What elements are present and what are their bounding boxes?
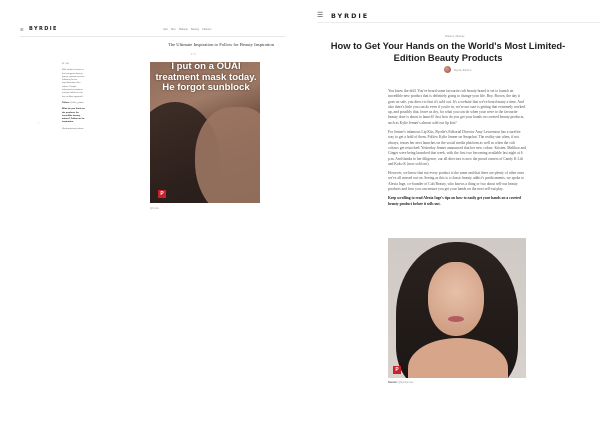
author-avatar[interactable] [444, 66, 451, 73]
nav-item-beauty[interactable]: Beauty [191, 28, 200, 31]
sidebar-follow [62, 102, 86, 105]
photo-face-shape [195, 107, 260, 203]
right-article-photo [388, 238, 526, 378]
left-header [20, 27, 286, 37]
right-article-title: How to Get Your Hands on the World's Most Limited-Edition Beauty Products [330, 40, 566, 63]
photo-face-shape [428, 262, 484, 336]
nav-item-fashion[interactable]: Fashion [202, 28, 212, 31]
body-paragraph: However, we know that not every product is the same and that there are plenty of other ones we've all missed out on. Seeing as this is a classic beauty addict's predicaments, we spoke to Alexia Inge, co-founder of Cult Beauty, who knows a thing or two about sell-out beauty products and how you can ensure you get your hands on the next sell-out play. [388, 171, 525, 192]
left-article-photo [150, 62, 260, 203]
sidebar-label: Follow: [62, 101, 70, 104]
nav-item-hair[interactable]: Hair [163, 28, 168, 31]
article-body [388, 89, 526, 211]
body-paragraph: For Jenner's infamous Lip Kits, Byrdie's Editorial Director Amy Lawrenson has a surefire way to get a hold of them. Follow Kylie Jenner on Snapchat. The reality star often, if not always, teases her next launches on the social media platform as well as when the cult colours get restocked. Yesterday Jenner announced that her new colour: Kristen, Maliboo and Ginger were being launched that week, with the first two becoming available last night at 6 p.m. And thanks to her diligence, our all directors is now the proud owners of Candy K Lift and Koko K (now sold out). [388, 130, 526, 166]
body-paragraph: You know the drill. You've heard some favourite cult beauty brand is set to launch an incredible new product that is definitely going to change your life. Boy, Brown, the day it goes on sale, you direct to that it's sold out. It's a website that we've heard many a time. And also there's little you can do even if you're in, we're not sure is getting that extremely worked up, and possibly that, leave us dry, for what you can do when your were to the favourite beauty door is about to launch? Just how do you get your hands on coveted beauty products, such as Kylie Jenner's almost sold out lip kits? [388, 89, 525, 125]
right-article-page [305, 0, 600, 424]
credit-label: Source: [388, 381, 398, 384]
left-nav [163, 28, 211, 31]
right-header [317, 9, 600, 23]
slide-counter: 2 / 9 [191, 53, 196, 56]
left-sidebar [62, 63, 86, 134]
nav-item-makeup[interactable]: Makeup [178, 28, 189, 31]
author-name[interactable]: Byrdie Editors [454, 67, 472, 72]
hamburger-icon[interactable]: ☰ [20, 27, 24, 32]
right-site-logo[interactable]: BYRDIE [331, 12, 370, 20]
sidebar-handle[interactable]: @ellie_jordan [70, 101, 84, 104]
sidebar-heading: 01 / 09 [62, 63, 69, 65]
pinterest-icon[interactable]: P [158, 190, 166, 198]
body-lead: Keep scrolling to read Alexia Inge's tips on how to easily get your hands on a coveted beauty product before it sells out. [388, 196, 521, 206]
prev-arrow-icon[interactable]: ‹ [38, 120, 40, 125]
left-article-title: The Ultimate Inspiration to Follow for Beauty Inspiration [167, 42, 274, 47]
left-photo-credit: @byrdie [150, 207, 159, 210]
photo-caption: I put on a OUAI treatment mask today. He forgot sunblock [155, 62, 257, 93]
credit-value[interactable]: @kyliejenner [398, 381, 414, 384]
sidebar-footer: Sharing beauty advice [62, 127, 84, 130]
sidebar-text: Ellie Jordan: known as the Instagram beauty queen, gained massive following for her transformative skin videos. People interested in products and tips follow her for her no-filter approach. [62, 69, 85, 98]
sidebar-bold: What do you think are the products for incredible beauty advice? Follow on for inspiration. [62, 108, 85, 124]
author-byline[interactable] [444, 66, 471, 73]
photo-lips-shape [448, 316, 464, 322]
left-site-logo[interactable]: BYRDIE [29, 26, 58, 32]
nav-item-skin[interactable]: Skin [170, 28, 176, 31]
pinterest-icon[interactable]: P [393, 366, 401, 374]
breadcrumb[interactable]: Makeup | Beauty [445, 35, 465, 38]
right-photo-credit [388, 381, 413, 384]
hamburger-icon[interactable]: ☰ [317, 12, 324, 19]
